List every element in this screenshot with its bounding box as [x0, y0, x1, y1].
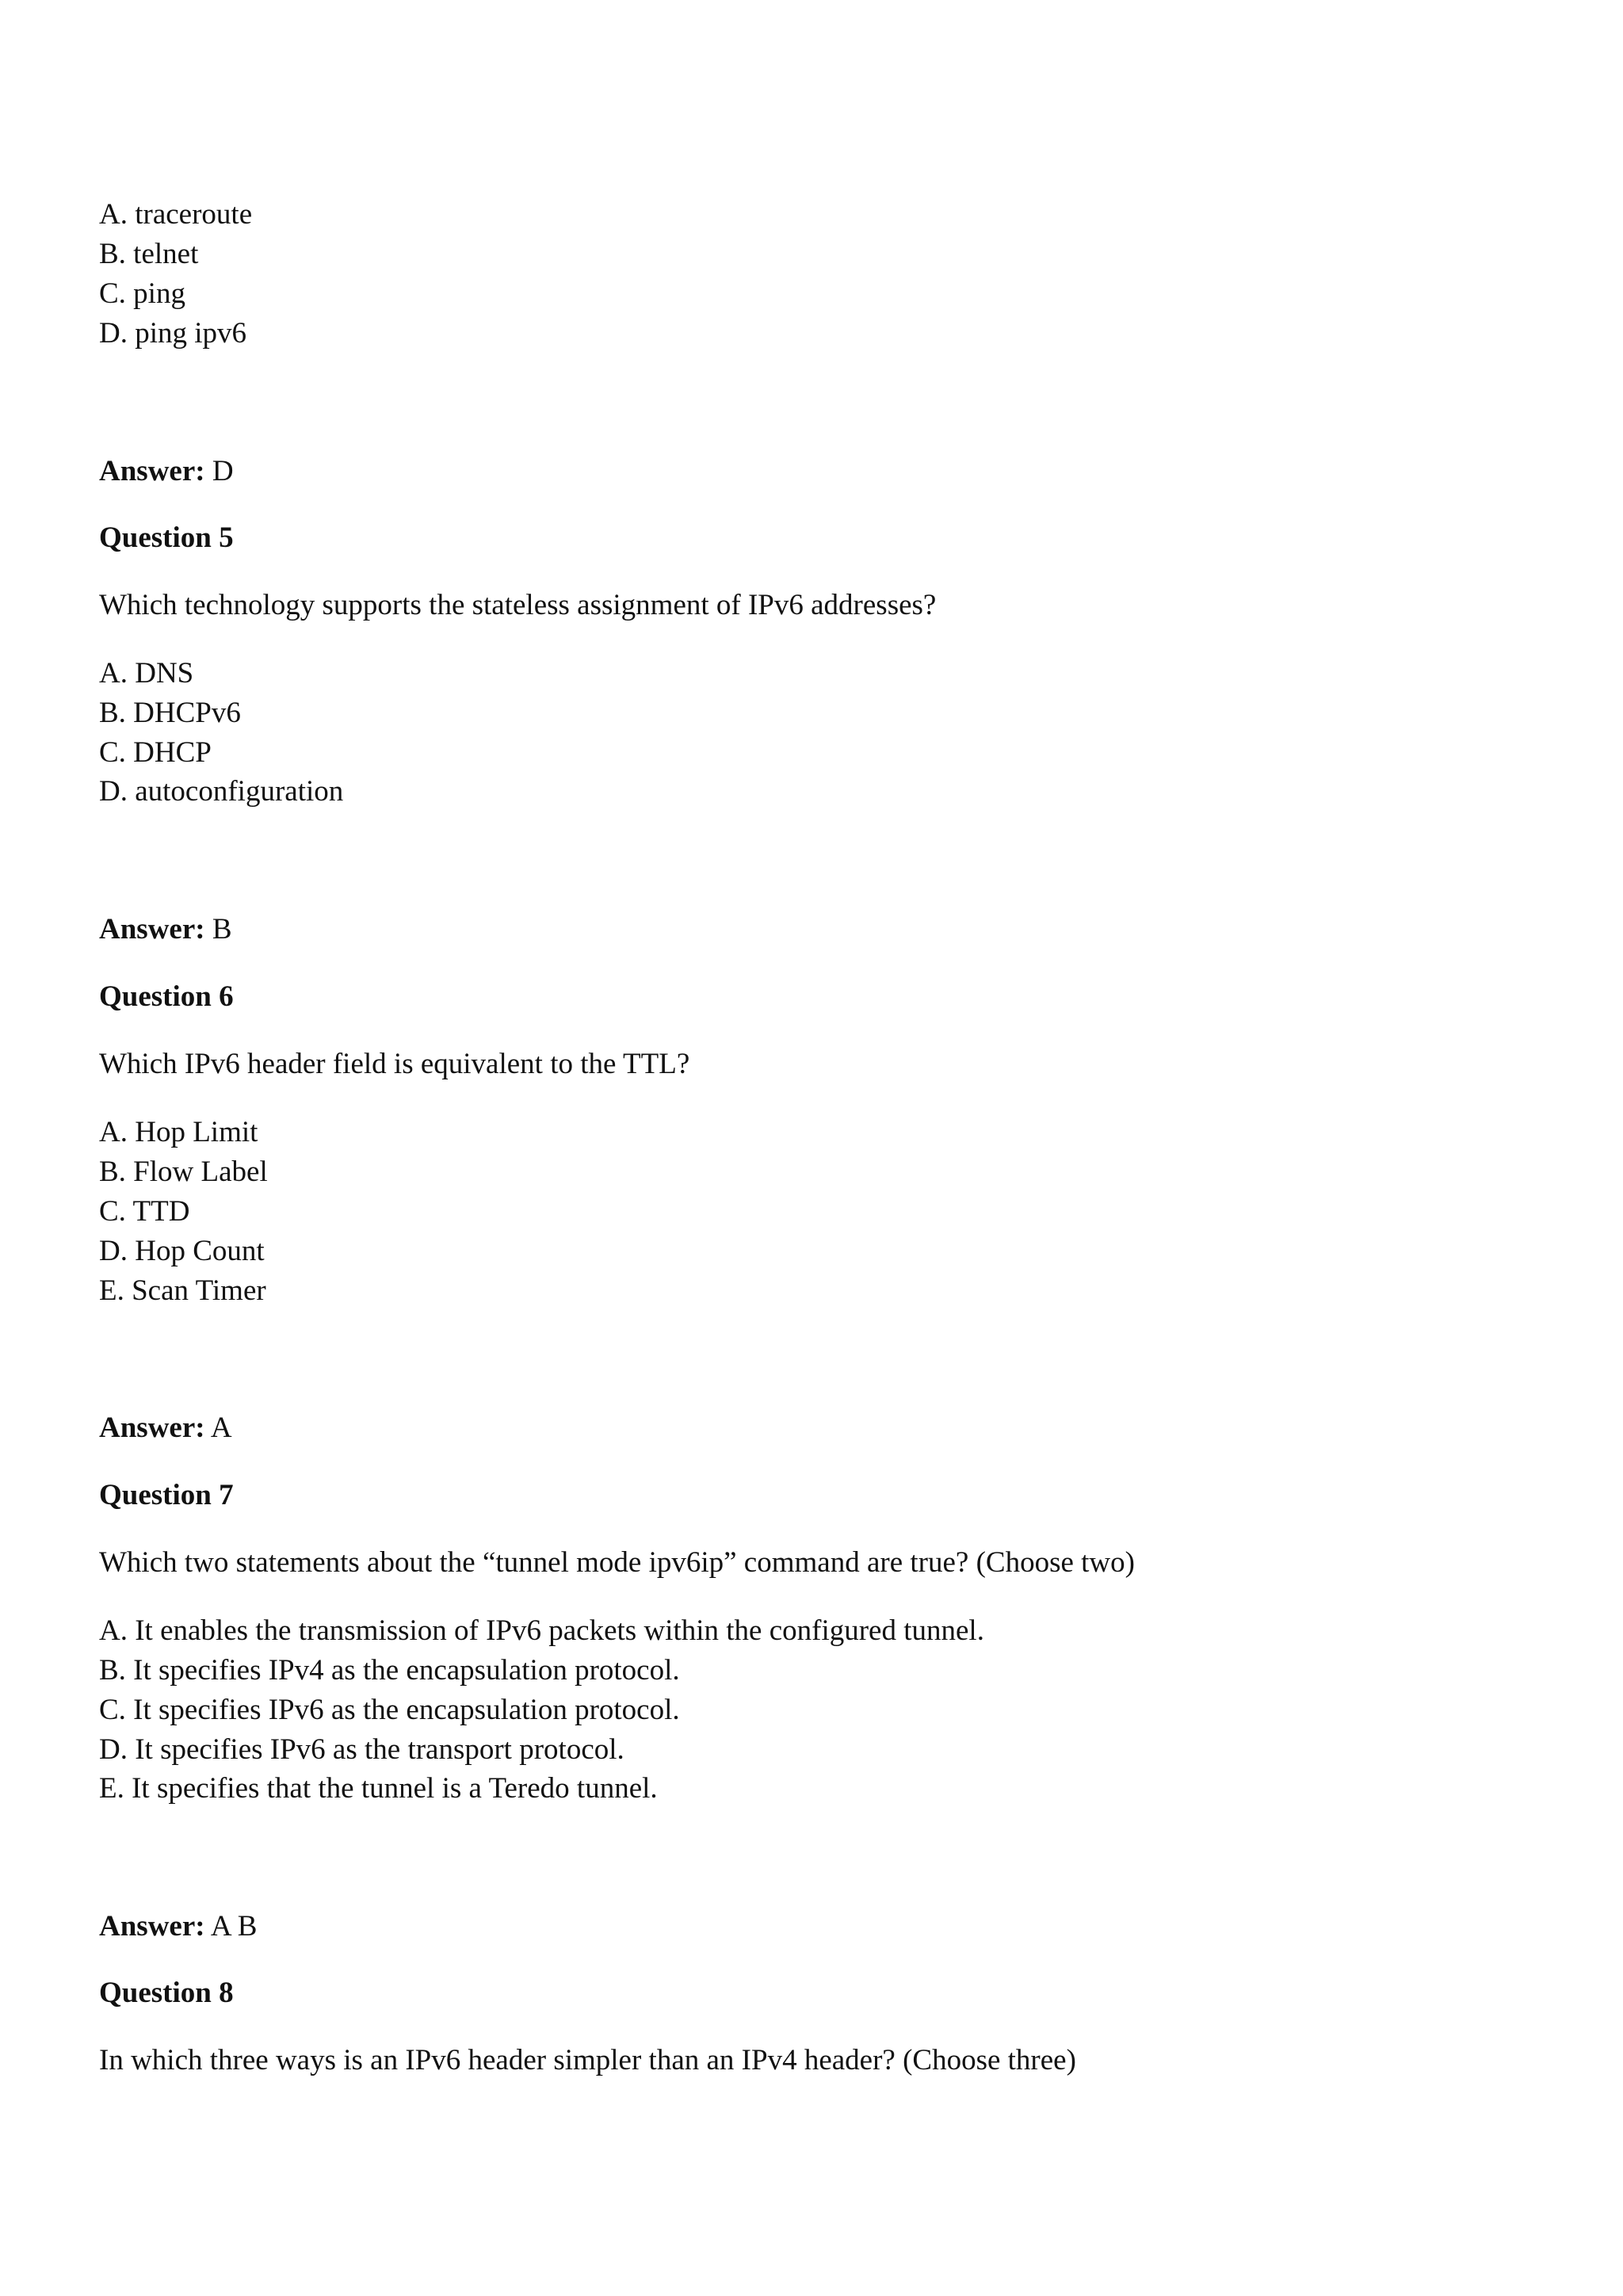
q8-title: Question 8: [99, 1977, 234, 2009]
q7-answer: [99, 1909, 257, 1944]
q7-answer-value: A B: [210, 1910, 258, 1943]
q5-title: Question 5: [99, 521, 234, 554]
q7-option-b: B. It specifies IPv4 as the encapsulation protocol.: [99, 1654, 680, 1687]
q6-option-d: D. Hop Count: [99, 1235, 265, 1267]
q6-answer: [99, 1411, 232, 1446]
q5-answer: [99, 912, 232, 947]
q4-answer: [99, 454, 234, 489]
q4-answer-value: D: [212, 455, 234, 487]
q7-option-a: A. It enables the transmission of IPv6 packets within the configured tunnel.: [99, 1614, 984, 1647]
q7-answer-label: Answer:: [99, 1910, 205, 1943]
q8-question: In which three ways is an IPv6 header simpler than an IPv4 header? (Choose three): [99, 2044, 1076, 2076]
q5-question: Which technology supports the stateless assignment of IPv6 addresses?: [99, 589, 937, 621]
q7-option-c: C. It specifies IPv6 as the encapsulation protocol.: [99, 1694, 680, 1726]
q5-option-a: A. DNS: [99, 657, 194, 690]
q5-option-d: D. autoconfiguration: [99, 775, 344, 808]
q6-answer-label: Answer:: [99, 1412, 205, 1444]
q7-title: Question 7: [99, 1479, 234, 1511]
q4-option-c: C. ping: [99, 277, 185, 310]
q6-answer-value: A: [210, 1412, 232, 1444]
q5-option-c: C. DHCP: [99, 736, 212, 769]
q6-option-e: E. Scan Timer: [99, 1274, 266, 1307]
q7-option-d: D. It specifies IPv6 as the transport protocol.: [99, 1733, 624, 1766]
q6-option-c: C. TTD: [99, 1195, 190, 1228]
q5-option-b: B. DHCPv6: [99, 697, 241, 729]
q5-answer-value: B: [212, 913, 232, 946]
q6-option-a: A. Hop Limit: [99, 1116, 258, 1148]
q6-option-b: B. Flow Label: [99, 1156, 268, 1188]
q7-question: Which two statements about the “tunnel mode ipv6ip” command are true? (Choose two): [99, 1546, 1135, 1579]
q6-question: Which IPv6 header field is equivalent to the TTL?: [99, 1048, 690, 1080]
q4-option-a: A. traceroute: [99, 198, 253, 231]
q4-option-b: B. telnet: [99, 238, 199, 270]
q7-option-e: E. It specifies that the tunnel is a Teredo tunnel.: [99, 1772, 658, 1805]
q4-answer-label: Answer:: [99, 455, 205, 487]
q4-option-d: D. ping ipv6: [99, 317, 247, 350]
q6-title: Question 6: [99, 980, 234, 1013]
q5-answer-label: Answer:: [99, 913, 205, 946]
